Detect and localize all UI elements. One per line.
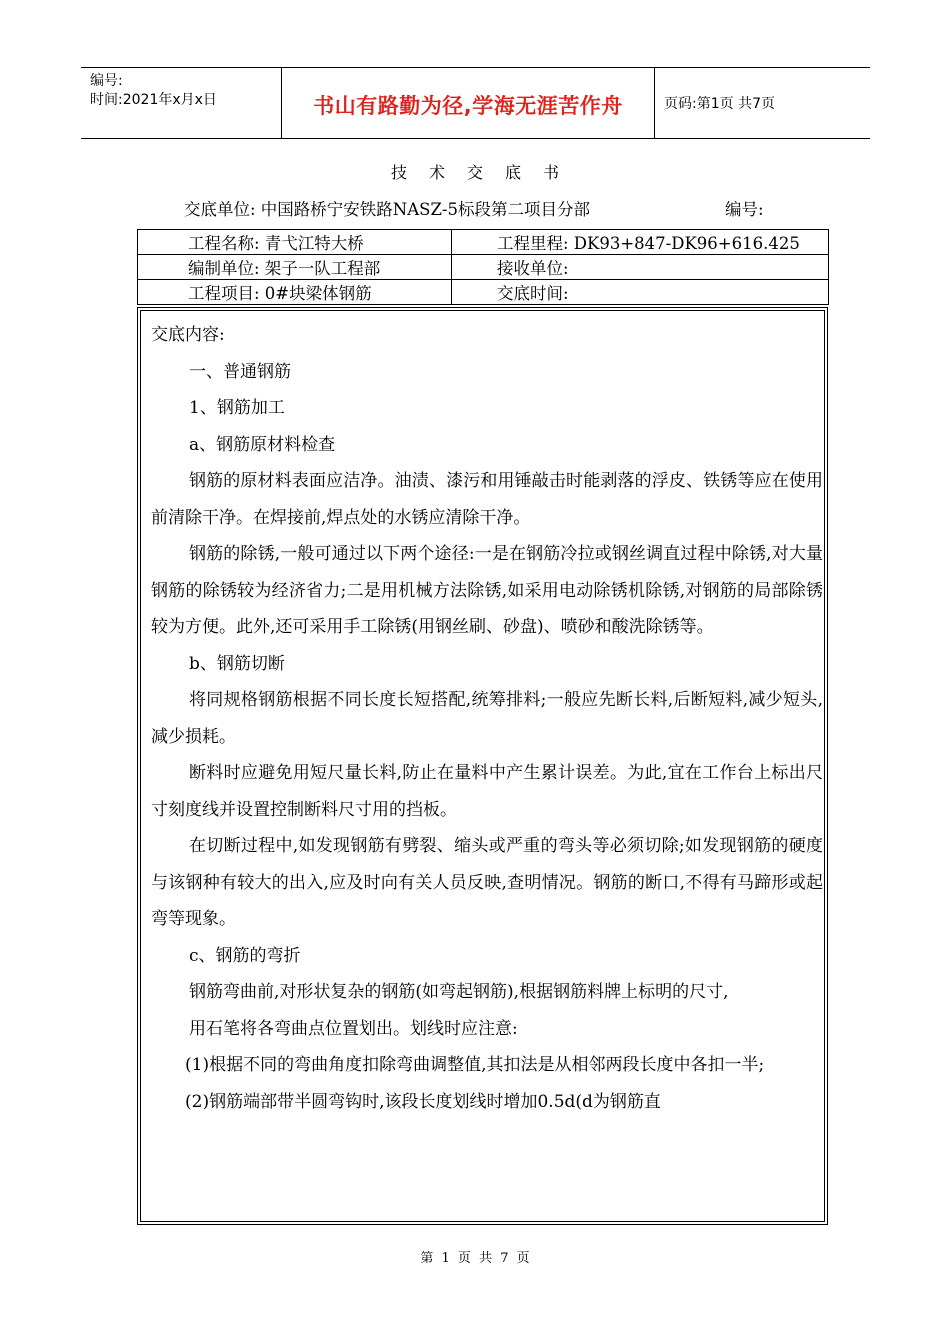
table-row	[138, 255, 829, 280]
receiver-cell: 接收单位:	[452, 255, 829, 280]
paragraph: 钢筋弯曲前,对形状复杂的钢筋(如弯起钢筋),根据钢筋料牌上标明的尺寸,	[189, 982, 729, 1002]
project-name-cell: 工程名称: 青弋江特大桥	[138, 230, 452, 255]
item-heading: a、钢筋原材料检查	[189, 434, 336, 455]
compiler-cell: 编制单位: 架子一队工程部	[138, 255, 452, 280]
header-motto: 书山有路勤为径,学海无涯苦作舟	[313, 94, 623, 118]
mileage-cell: 工程里程: DK93+847-DK96+616.425	[452, 230, 829, 255]
content-inner-frame	[140, 310, 825, 1222]
code-label: 编号:	[90, 73, 123, 89]
paragraph: 在切断过程中,如发现钢筋有劈裂、缩头或严重的弯头等必须切除;如发现钢筋的硬度与该钢种有较大的出入,应及时向有关人员反映,查明情况。钢筋的断口,不得有马蹄形或起弯等现象。	[151, 836, 823, 929]
header-divider	[654, 68, 655, 138]
header-page-label: 页码:第1页 共7页	[664, 96, 775, 112]
paragraph: 断料时应避免用短尺量长料,防止在量料中产生累计误差。为此,宜在工作台上标出尺寸刻度线并设置控制断料尺寸用的挡板。	[151, 763, 823, 820]
paragraph: (1)根据不同的弯曲角度扣除弯曲调整值,其扣法是从相邻两段长度中各扣一半;	[185, 1055, 765, 1075]
content-body	[151, 317, 823, 1120]
paragraph: 将同规格钢筋根据不同长度长短搭配,统筹排料;一般应先断长料,后断短料,减少短头,减少损耗。	[151, 690, 823, 747]
paragraph: (2)钢筋端部带半圆弯钩时,该段长度划线时增加0.5d(d为钢筋直	[185, 1091, 661, 1112]
paragraph: 钢筋的原材料表面应洁净。油渍、漆污和用锤敲击时能剥落的浮皮、铁锈等应在使用前清除干净。在焊接前,焊点处的水锈应清除干净。	[151, 471, 823, 528]
section-heading: 一、普通钢筋	[189, 361, 291, 382]
time-label: 时间:2021年x月x日	[90, 92, 217, 108]
project-info-table	[137, 229, 829, 305]
item-heading: b、钢筋切断	[189, 653, 285, 674]
table-row	[138, 280, 829, 305]
content-heading: 交底内容:	[151, 325, 225, 345]
item-heading: c、钢筋的弯折	[189, 945, 301, 966]
item-cell: 工程项目: 0#块梁体钢筋	[138, 280, 452, 305]
issuing-unit: 交底单位: 中国路桥宁安铁路NASZ-5标段第二项目分部	[184, 200, 590, 219]
page-footer: 第 1 页 共 7 页	[420, 1251, 530, 1266]
time-cell: 交底时间:	[452, 280, 829, 305]
document-title: 技术交底书	[390, 163, 581, 182]
paragraph: 钢筋的除锈,一般可通过以下两个途径:一是在钢筋冷拉或钢丝调直过程中除锈,对大量钢筋的除锈较为经济省力;二是用机械方法除锈,如采用电动除锈机除锈,对钢筋的局部除锈较为方便。此外,还可采用手工除锈(用钢丝刷、砂盘)、喷砂和酸洗除锈等。	[151, 544, 823, 637]
header-left-block	[90, 72, 217, 110]
document-number-label: 编号:	[725, 200, 764, 219]
content-box	[137, 307, 828, 1225]
paragraph: 用石笔将各弯曲点位置划出。划线时应注意:	[189, 1018, 518, 1039]
page-header	[81, 67, 870, 139]
subsection-heading: 1、钢筋加工	[189, 398, 285, 418]
table-row	[138, 230, 829, 255]
